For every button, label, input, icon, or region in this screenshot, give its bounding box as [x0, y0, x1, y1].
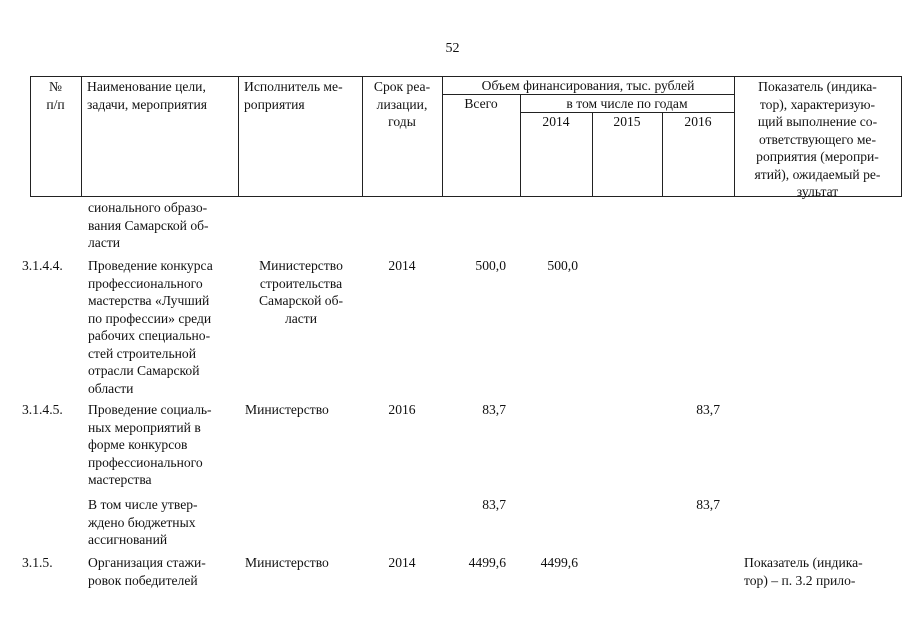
row-name-line: форме конкурсов — [88, 437, 188, 452]
row-name-line: стей строительной — [88, 345, 196, 361]
row-name-line: области — [88, 380, 134, 396]
row-name-line: ровок победителей — [88, 572, 198, 588]
row-2014: 500,0 — [547, 258, 578, 273]
row-name-line: профессионального — [88, 275, 203, 291]
row-name-line: Проведение конкурса — [88, 258, 213, 273]
row-2016: 83,7 — [696, 402, 720, 417]
row-total: 83,7 — [482, 402, 506, 417]
row-name-line: ласти — [88, 235, 121, 250]
header-funding: Объем финансирования, тыс. рублей — [481, 78, 695, 93]
row-number: 3.1.4.4. — [22, 258, 63, 273]
row-indicator-line: тор) – п. 3.2 прило- — [744, 572, 856, 588]
header-period: Срок реа- лизации, годы — [373, 79, 431, 129]
row-name-line: отрасли Самарской — [88, 363, 200, 378]
row-name-line: рабочих специально- — [88, 328, 211, 343]
row-name-line: профессионального — [88, 454, 203, 470]
header-year-2014: 2014 — [542, 114, 570, 129]
row-name-line: Проведение социаль- — [88, 402, 212, 417]
row-2016: 83,7 — [696, 497, 720, 512]
header-num: № п/п — [46, 79, 65, 112]
row-name-line: ждено бюджетных — [88, 514, 196, 530]
row-indicator-line: Показатель (индика- — [744, 555, 863, 570]
row-total: 83,7 — [482, 497, 506, 512]
row-number: 3.1.5. — [22, 555, 53, 570]
header-year-2016: 2016 — [684, 114, 712, 129]
page-number: 52 — [445, 41, 460, 56]
header-col-divider — [238, 76, 239, 197]
row-name-line: вания Самарской об- — [88, 217, 209, 233]
header-col-divider — [81, 76, 82, 197]
row-name-line: мастерства «Лучший — [88, 293, 210, 308]
row-executor: Министерство — [245, 555, 329, 570]
row-2014: 4499,6 — [540, 555, 578, 570]
header-total: Всего — [464, 96, 498, 111]
header-indicator: Показатель (индика- тор), характеризую- щий выполнение со- ответствующего ме- роприятия (меропри- ятий), ожидаемый ре- зультат — [754, 79, 881, 199]
row-name-line: по профессии» среди — [88, 310, 212, 326]
row-total: 4499,6 — [468, 555, 506, 570]
header-by-years: в том числе по годам — [566, 96, 688, 111]
header-col-divider — [901, 76, 902, 197]
row-executor: Министерство — [245, 402, 329, 417]
header-name: Наименование цели, задачи, мероприятия — [87, 79, 208, 112]
row-name-line: Организация стажи- — [88, 555, 206, 570]
row-period: 2014 — [388, 555, 416, 570]
row-number: 3.1.4.5. — [22, 402, 63, 417]
header-year-2015: 2015 — [613, 114, 641, 129]
row-executor: Министерство строительства Самарской об- ласти — [258, 258, 344, 326]
row-period: 2016 — [388, 402, 416, 417]
row-name-line: сионального образо- — [88, 200, 208, 215]
row-period: 2014 — [388, 258, 416, 273]
row-name-line: мастерства — [88, 472, 152, 487]
row-name-line: ассигнований — [88, 532, 168, 547]
row-total: 500,0 — [475, 258, 506, 273]
row-name-line: ных мероприятий в — [88, 419, 201, 435]
header-executor: Исполнитель ме- роприятия — [244, 79, 343, 112]
row-name-line: В том числе утвер- — [88, 497, 198, 512]
